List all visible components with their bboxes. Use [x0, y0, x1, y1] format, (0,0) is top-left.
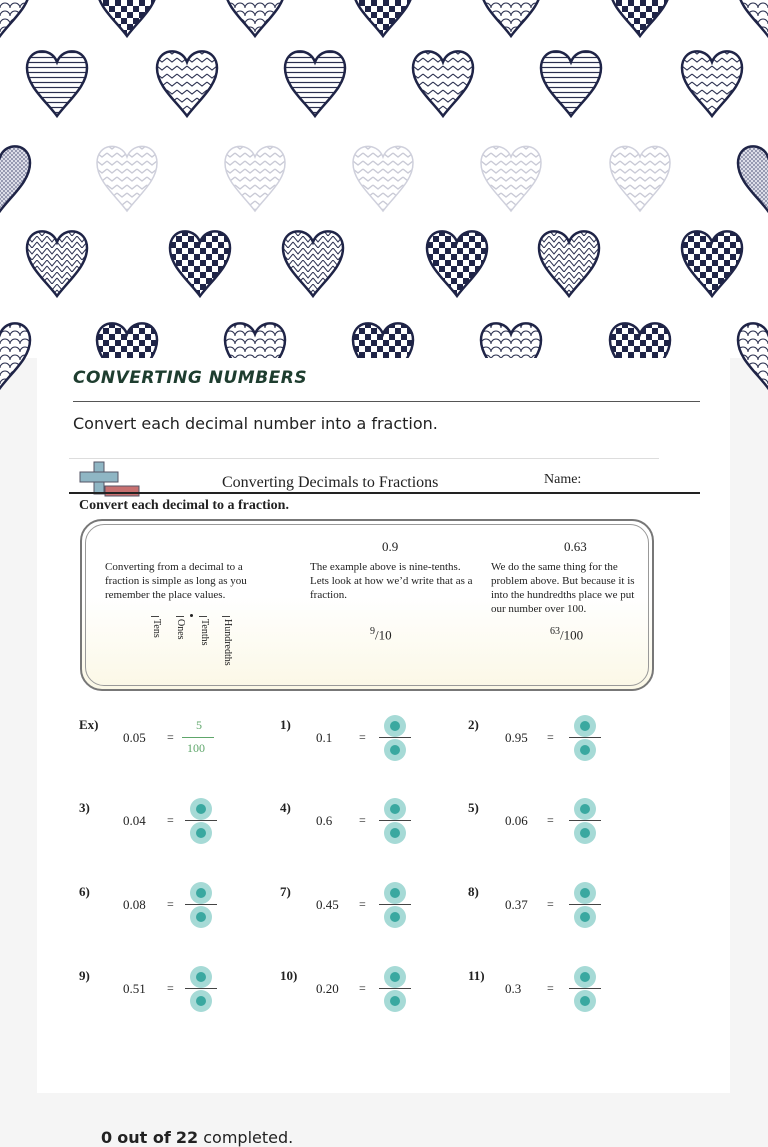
place-value-label: Ones [175, 619, 186, 640]
denominator-drop-slot[interactable] [574, 822, 596, 844]
example-fraction-bar [182, 737, 214, 738]
denominator-drop-slot[interactable] [190, 822, 212, 844]
worksheet-top-rule [69, 458, 659, 459]
hearts-banner [0, 0, 768, 358]
example-label: Ex) [79, 717, 99, 732]
denominator-drop-slot[interactable] [384, 906, 406, 928]
numerator-drop-slot[interactable] [384, 966, 406, 988]
instruction-text: Convert each decimal number into a fraction. [73, 414, 438, 433]
progress-suffix: completed. [203, 1128, 294, 1147]
numerator-drop-slot[interactable] [190, 882, 212, 904]
fraction-bar [379, 820, 411, 821]
problem-decimal: 0.08 [123, 897, 146, 912]
fraction-bar [569, 988, 601, 989]
problem-decimal: 0.51 [123, 981, 146, 996]
numerator-drop-slot[interactable] [190, 798, 212, 820]
total-count: 22 [175, 1128, 199, 1147]
problem-label: 6) [79, 884, 90, 899]
fraction-bar [185, 820, 217, 821]
problem-label: 5) [468, 800, 479, 815]
numerator-drop-slot[interactable] [574, 966, 596, 988]
hearts-pattern-image [0, 0, 768, 358]
example-fraction: $^{63}$/100 [550, 626, 584, 643]
worksheet-header-rule [69, 492, 700, 494]
example-fraction-denominator: 10 [378, 627, 392, 643]
worksheet [69, 458, 700, 1147]
problem-label: 1) [280, 717, 291, 732]
numerator-drop-slot[interactable] [574, 882, 596, 904]
example-fraction-numerator: 9 [370, 626, 375, 637]
name-label: Name: [544, 472, 582, 487]
numerator-drop-slot[interactable] [384, 798, 406, 820]
fraction-bar [569, 904, 601, 905]
equals-sign: = [359, 730, 366, 744]
problem-label: 3) [79, 800, 90, 815]
problem-label: 8) [468, 884, 479, 899]
denominator-drop-slot[interactable] [384, 739, 406, 761]
place-value-blank [222, 616, 230, 617]
problem-label: 4) [280, 800, 291, 815]
explanation-box [80, 519, 654, 691]
equals-sign: = [167, 730, 174, 744]
problem-decimal: 0.45 [316, 897, 339, 912]
example-number: 0.9 [382, 539, 399, 554]
fraction-bar [379, 904, 411, 905]
problem-decimal: 0.1 [316, 730, 333, 745]
equals-sign: = [167, 813, 174, 827]
numerator-drop-slot[interactable] [574, 715, 596, 737]
fraction-bar [379, 737, 411, 738]
place-value-label: Tens [151, 619, 162, 638]
numerator-drop-slot[interactable] [384, 715, 406, 737]
denominator-drop-slot[interactable] [574, 906, 596, 928]
place-value-label: Tenths [199, 619, 210, 646]
example-number: 0.63 [564, 539, 587, 554]
example-fraction-numerator: 63 [550, 626, 560, 637]
problem-decimal: 0.95 [505, 730, 528, 745]
activity-card [37, 358, 730, 1147]
fraction-bar [185, 904, 217, 905]
example-denominator: 100 [187, 741, 205, 755]
denominator-drop-slot[interactable] [574, 739, 596, 761]
equals-sign: = [547, 813, 554, 827]
plus-logo-icon [77, 460, 141, 496]
denominator-drop-slot[interactable] [190, 990, 212, 1012]
example-fraction-denominator: 100 [563, 627, 584, 643]
worksheet-title: Converting Decimals to Fractions [222, 474, 439, 491]
section-title: CONVERTING NUMBERS [73, 368, 308, 388]
progress-text [101, 1128, 293, 1147]
explanation-paragraph: Converting from a decimal to a fraction is simple as long as you remember the place values. [105, 561, 247, 601]
equals-sign: = [547, 981, 554, 995]
denominator-drop-slot[interactable] [574, 990, 596, 1012]
problem-decimal: 0.6 [316, 813, 333, 828]
explanation-paragraph: We do the same thing for the problem above. But because it is into the hundredths place we put our number over 100. [491, 561, 635, 615]
problem-decimal: 0.20 [316, 981, 339, 996]
problem-decimal: 0.06 [505, 813, 528, 828]
problem-label: 2) [468, 717, 479, 732]
denominator-drop-slot[interactable] [384, 990, 406, 1012]
equals-sign: = [359, 981, 366, 995]
fraction-bar [569, 820, 601, 821]
problem-label: 11) [468, 968, 485, 983]
equals-sign: = [547, 897, 554, 911]
problem-decimal: 0.3 [505, 981, 522, 996]
equals-sign: = [167, 981, 174, 995]
equals-sign: = [167, 897, 174, 911]
fraction-bar [379, 988, 411, 989]
fraction-bar [569, 737, 601, 738]
equals-sign: = [547, 730, 554, 744]
place-value-blank [151, 616, 159, 617]
equals-sign: = [359, 897, 366, 911]
denominator-drop-slot[interactable] [190, 906, 212, 928]
example-numerator: 5 [196, 718, 202, 732]
problem-label: 9) [79, 968, 90, 983]
place-value-label: Hundredths [222, 619, 233, 666]
completed-count: 0 [101, 1128, 113, 1147]
denominator-drop-slot[interactable] [384, 822, 406, 844]
fraction-bar [185, 988, 217, 989]
numerator-drop-slot[interactable] [190, 966, 212, 988]
problem-label: 10) [280, 968, 298, 983]
explanation-paragraph: The example above is nine-tenths. Lets look at how we’d write that as a fraction. [310, 561, 473, 601]
equals-sign: = [359, 813, 366, 827]
example-decimal: 0.05 [123, 730, 146, 745]
problem-decimal: 0.37 [505, 897, 528, 912]
place-value-blank [199, 616, 207, 617]
title-divider [73, 401, 700, 402]
out-of-label: out of [117, 1128, 171, 1147]
numerator-drop-slot[interactable] [574, 798, 596, 820]
example-fraction: $^9$/10 [370, 626, 392, 643]
problem-label: 7) [280, 884, 291, 899]
numerator-drop-slot[interactable] [384, 882, 406, 904]
problem-decimal: 0.04 [123, 813, 146, 828]
place-value-blank [176, 616, 184, 617]
decimal-point [190, 614, 193, 617]
worksheet-subtitle: Convert each decimal to a fraction. [79, 498, 289, 513]
